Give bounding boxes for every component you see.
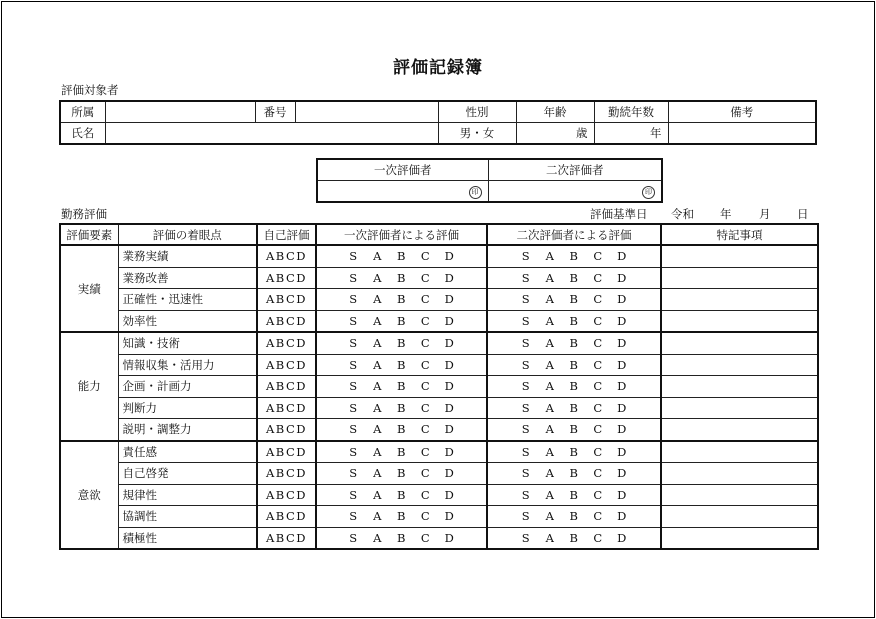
name-field[interactable] <box>105 123 438 145</box>
grade-option[interactable]: D <box>444 487 455 502</box>
grade-option[interactable]: S <box>349 336 358 351</box>
special-notes-cell[interactable] <box>661 419 818 441</box>
age-field[interactable]: 歳 <box>516 123 594 145</box>
seal-mark-icon: 印 <box>642 186 655 199</box>
second-grade-cell[interactable] <box>487 245 661 267</box>
grade-option[interactable]: S <box>521 400 531 415</box>
grade-option[interactable]: B <box>397 357 406 372</box>
second-grade-cell[interactable] <box>487 463 661 485</box>
grade-option[interactable]: C <box>593 487 603 502</box>
grade-option[interactable]: A <box>373 466 382 481</box>
grade-option[interactable]: A <box>373 313 382 328</box>
column-header: 特記事項 <box>661 224 818 245</box>
second-grade-cell[interactable] <box>487 397 661 419</box>
grade-option[interactable]: C <box>420 530 431 545</box>
grade-option[interactable]: S <box>521 249 531 264</box>
grade-option[interactable]: C <box>420 422 431 437</box>
name-label: 氏名 <box>60 123 105 145</box>
grade-option[interactable]: A <box>545 336 555 351</box>
grade-option[interactable]: A <box>545 379 555 394</box>
grade-option[interactable]: A <box>373 530 382 545</box>
second-evaluator-seal-field[interactable] <box>488 181 662 203</box>
grade-option[interactable]: B <box>397 466 406 481</box>
grade-option[interactable]: D <box>617 466 627 481</box>
self-grade-cell[interactable]: ABCD <box>257 484 316 506</box>
base-date-label: 評価基準日 <box>590 207 648 221</box>
table-row <box>60 527 818 549</box>
first-grade-cell[interactable] <box>316 463 487 485</box>
table-row <box>60 441 818 463</box>
grade-option[interactable]: D <box>444 379 455 394</box>
grade-option[interactable]: C <box>593 292 603 307</box>
grade-option[interactable]: B <box>397 509 406 524</box>
self-grade-cell[interactable]: ABCD <box>257 419 316 441</box>
second-grade-cell[interactable] <box>487 310 661 332</box>
special-notes-cell[interactable] <box>661 441 818 463</box>
grade-option[interactable]: S <box>349 292 358 307</box>
grade-option[interactable]: D <box>444 422 455 437</box>
grade-option[interactable]: B <box>569 357 579 372</box>
base-date-month: 月 <box>759 207 771 221</box>
second-grade-cell[interactable] <box>487 484 661 506</box>
evaluation-table <box>59 223 819 550</box>
special-notes-cell[interactable] <box>661 245 818 267</box>
first-grade-cell[interactable] <box>316 376 487 398</box>
grade-option[interactable]: A <box>373 379 382 394</box>
grade-option[interactable]: S <box>521 313 531 328</box>
first-grade-cell[interactable] <box>316 310 487 332</box>
affiliation-label: 所属 <box>60 101 105 123</box>
grade-option[interactable]: D <box>617 357 627 372</box>
self-grade-cell[interactable]: ABCD <box>257 441 316 463</box>
grade-option[interactable]: D <box>617 249 627 264</box>
grade-option[interactable]: A <box>373 509 382 524</box>
grade-option[interactable]: B <box>397 313 406 328</box>
grade-option[interactable]: S <box>349 357 358 372</box>
grade-option[interactable]: A <box>545 444 555 459</box>
grade-option[interactable]: S <box>521 487 531 502</box>
special-notes-cell[interactable] <box>661 354 818 376</box>
second-grade-cell[interactable] <box>487 527 661 549</box>
grade-option[interactable]: A <box>545 509 555 524</box>
grade-option[interactable]: S <box>521 379 531 394</box>
grade-option[interactable]: D <box>617 292 627 307</box>
seal-mark-icon: 印 <box>469 186 482 199</box>
special-notes-cell[interactable] <box>661 527 818 549</box>
special-notes-cell[interactable] <box>661 310 818 332</box>
self-grade-cell[interactable]: ABCD <box>257 397 316 419</box>
focus-point-label: 自己啓発 <box>118 463 257 485</box>
subject-info-table <box>59 100 817 145</box>
first-grade-cell[interactable] <box>316 441 487 463</box>
element-group-label: 能力 <box>60 332 118 441</box>
column-header: 評価要素 <box>60 224 118 245</box>
grade-option[interactable]: S <box>349 270 358 285</box>
focus-point-label: 判断力 <box>118 397 257 419</box>
grade-option[interactable]: D <box>617 422 627 437</box>
grade-option[interactable]: C <box>593 422 603 437</box>
grade-option[interactable]: S <box>349 466 358 481</box>
grade-option[interactable]: C <box>420 379 431 394</box>
grade-option[interactable]: S <box>349 509 358 524</box>
special-notes-cell[interactable] <box>661 376 818 398</box>
grade-option[interactable]: S <box>521 270 531 285</box>
grade-option[interactable]: D <box>444 466 455 481</box>
self-grade-cell[interactable]: ABCD <box>257 332 316 354</box>
grade-option[interactable]: A <box>545 466 555 481</box>
grade-option[interactable]: B <box>397 422 406 437</box>
first-grade-cell[interactable] <box>316 245 487 267</box>
grade-option[interactable]: S <box>349 487 358 502</box>
grade-option[interactable]: D <box>444 292 455 307</box>
grade-option[interactable]: C <box>420 270 431 285</box>
second-grade-cell[interactable] <box>487 441 661 463</box>
grade-option[interactable]: C <box>420 357 431 372</box>
grade-option[interactable]: C <box>593 270 603 285</box>
grade-option[interactable]: S <box>521 509 531 524</box>
grade-option[interactable]: S <box>521 444 531 459</box>
second-grade-cell[interactable] <box>487 267 661 289</box>
grade-option[interactable]: B <box>569 444 579 459</box>
special-notes-cell[interactable] <box>661 463 818 485</box>
first-grade-cell[interactable] <box>316 289 487 311</box>
first-grade-cell[interactable] <box>316 332 487 354</box>
grade-option[interactable]: D <box>444 336 455 351</box>
focus-point-label: 業務改善 <box>118 267 257 289</box>
grade-option[interactable]: A <box>545 487 555 502</box>
self-grade-cell[interactable]: ABCD <box>257 506 316 528</box>
first-grade-cell[interactable] <box>316 506 487 528</box>
first-grade-cell[interactable] <box>316 419 487 441</box>
grade-option[interactable]: A <box>373 422 382 437</box>
grade-option[interactable]: D <box>617 270 627 285</box>
grade-option[interactable]: C <box>593 357 603 372</box>
column-header: 二次評価者による評価 <box>487 224 661 245</box>
grade-option[interactable]: S <box>349 400 358 415</box>
grade-option[interactable]: B <box>397 379 406 394</box>
first-evaluator-label: 一次評価者 <box>317 159 488 181</box>
grade-option[interactable]: A <box>373 270 382 285</box>
grade-option[interactable]: S <box>521 466 531 481</box>
first-grade-cell[interactable] <box>316 354 487 376</box>
grade-option[interactable]: C <box>420 336 431 351</box>
grade-option[interactable]: C <box>593 530 603 545</box>
table-row <box>60 310 818 332</box>
grade-option[interactable]: B <box>569 313 579 328</box>
grade-option[interactable]: B <box>569 487 579 502</box>
years-label: 勤続年数 <box>594 101 668 123</box>
base-date-year: 年 <box>720 207 732 221</box>
years-field[interactable]: 年 <box>594 123 668 145</box>
grade-option[interactable]: D <box>444 509 455 524</box>
grade-option[interactable]: D <box>617 313 627 328</box>
table-row <box>60 397 818 419</box>
second-grade-cell[interactable] <box>487 354 661 376</box>
first-grade-cell[interactable] <box>316 527 487 549</box>
base-date-era: 令和 <box>671 207 694 221</box>
grade-option[interactable]: D <box>617 379 627 394</box>
page-title: 評価記録簿 <box>393 58 483 78</box>
grade-option[interactable]: D <box>444 357 455 372</box>
grade-option[interactable]: B <box>569 270 579 285</box>
grade-option[interactable]: B <box>397 292 406 307</box>
subject-label: 評価対象者 <box>61 83 119 97</box>
element-group-label: 意欲 <box>60 441 118 550</box>
grade-option[interactable]: B <box>397 487 406 502</box>
second-grade-cell[interactable] <box>487 419 661 441</box>
column-header: 一次評価者による評価 <box>316 224 487 245</box>
table-row <box>60 289 818 311</box>
gender-field[interactable]: 男・女 <box>438 123 516 145</box>
grade-option[interactable]: A <box>373 357 382 372</box>
self-grade-cell[interactable]: ABCD <box>257 527 316 549</box>
grade-option[interactable]: B <box>397 400 406 415</box>
grade-option[interactable]: B <box>569 422 579 437</box>
grade-option[interactable]: C <box>420 400 431 415</box>
grade-option[interactable]: D <box>617 487 627 502</box>
grade-option[interactable]: A <box>373 336 382 351</box>
grade-option[interactable]: D <box>444 530 455 545</box>
grade-option[interactable]: C <box>420 313 431 328</box>
grade-option[interactable]: B <box>569 530 579 545</box>
grade-option[interactable]: S <box>521 530 531 545</box>
grade-option[interactable]: B <box>397 530 406 545</box>
grade-option[interactable]: D <box>444 249 455 264</box>
grade-option[interactable]: S <box>521 292 531 307</box>
self-grade-cell[interactable]: ABCD <box>257 463 316 485</box>
grade-option[interactable]: B <box>569 379 579 394</box>
grade-option[interactable]: A <box>545 313 555 328</box>
remarks-label: 備考 <box>668 101 816 123</box>
table-row <box>60 376 818 398</box>
focus-point-label: 知識・技術 <box>118 332 257 354</box>
grade-option[interactable]: A <box>545 249 555 264</box>
grade-option[interactable]: C <box>420 249 431 264</box>
grade-option[interactable]: S <box>349 530 358 545</box>
affiliation-field[interactable] <box>105 101 255 123</box>
focus-point-label: 正確性・迅速性 <box>118 289 257 311</box>
self-grade-cell[interactable]: ABCD <box>257 289 316 311</box>
grade-option[interactable]: S <box>521 336 531 351</box>
grade-option[interactable]: C <box>593 466 603 481</box>
grade-option[interactable]: S <box>349 422 358 437</box>
self-grade-cell[interactable]: ABCD <box>257 354 316 376</box>
second-grade-cell[interactable] <box>487 332 661 354</box>
grade-option[interactable]: D <box>617 400 627 415</box>
grade-option[interactable]: D <box>444 444 455 459</box>
grade-option[interactable]: A <box>545 292 555 307</box>
grade-option[interactable]: C <box>593 379 603 394</box>
special-notes-cell[interactable] <box>661 332 818 354</box>
grade-option[interactable]: A <box>545 530 555 545</box>
focus-point-label: 企画・計画力 <box>118 376 257 398</box>
grade-option[interactable]: D <box>444 400 455 415</box>
element-group-label: 実績 <box>60 245 118 332</box>
grade-option[interactable]: A <box>373 249 382 264</box>
self-grade-cell[interactable]: ABCD <box>257 245 316 267</box>
special-notes-cell[interactable] <box>661 397 818 419</box>
age-label: 年齢 <box>516 101 594 123</box>
grade-option[interactable]: A <box>373 487 382 502</box>
special-notes-cell[interactable] <box>661 484 818 506</box>
grade-option[interactable]: B <box>397 444 406 459</box>
second-evaluator-label: 二次評価者 <box>488 159 662 181</box>
table-row <box>60 463 818 485</box>
focus-point-label: 情報収集・活用力 <box>118 354 257 376</box>
special-notes-cell[interactable] <box>661 267 818 289</box>
focus-point-label: 業務実績 <box>118 245 257 267</box>
grade-option[interactable]: A <box>545 357 555 372</box>
grade-option[interactable]: B <box>569 249 579 264</box>
gender-label: 性別 <box>438 101 516 123</box>
grade-option[interactable]: S <box>521 357 531 372</box>
grade-option[interactable]: B <box>397 249 406 264</box>
grade-option[interactable]: D <box>617 336 627 351</box>
focus-point-label: 協調性 <box>118 506 257 528</box>
grade-option[interactable]: C <box>420 466 431 481</box>
number-label: 番号 <box>255 101 295 123</box>
grade-option[interactable]: B <box>569 336 579 351</box>
table-row <box>60 506 818 528</box>
grade-option[interactable]: C <box>420 487 431 502</box>
grade-option[interactable]: C <box>593 444 603 459</box>
grade-option[interactable]: D <box>444 270 455 285</box>
table-row <box>60 419 818 441</box>
grade-option[interactable]: A <box>373 292 382 307</box>
second-grade-cell[interactable] <box>487 289 661 311</box>
grade-option[interactable]: S <box>349 313 358 328</box>
number-field[interactable] <box>295 101 438 123</box>
grade-option[interactable]: A <box>545 422 555 437</box>
first-evaluator-seal-field[interactable] <box>317 181 488 203</box>
grade-option[interactable]: C <box>593 509 603 524</box>
table-row <box>60 484 818 506</box>
focus-point-label: 規律性 <box>118 484 257 506</box>
table-row <box>60 245 818 267</box>
work-eval-label: 勤務評価 <box>61 207 107 221</box>
grade-option[interactable]: B <box>569 400 579 415</box>
grade-option[interactable]: A <box>545 400 555 415</box>
focus-point-label: 責任感 <box>118 441 257 463</box>
grade-option[interactable]: S <box>521 422 531 437</box>
grade-option[interactable]: B <box>569 466 579 481</box>
focus-point-label: 効率性 <box>118 310 257 332</box>
grade-option[interactable]: S <box>349 249 358 264</box>
self-grade-cell[interactable]: ABCD <box>257 267 316 289</box>
first-grade-cell[interactable] <box>316 484 487 506</box>
second-grade-cell[interactable] <box>487 376 661 398</box>
focus-point-label: 積極性 <box>118 527 257 549</box>
special-notes-cell[interactable] <box>661 506 818 528</box>
first-grade-cell[interactable] <box>316 397 487 419</box>
grade-option[interactable]: S <box>349 379 358 394</box>
grade-option[interactable]: C <box>420 509 431 524</box>
table-row <box>60 332 818 354</box>
column-header: 自己評価 <box>257 224 316 245</box>
grade-option[interactable]: B <box>397 336 406 351</box>
table-row <box>60 267 818 289</box>
grade-option[interactable]: S <box>349 444 358 459</box>
focus-point-label: 説明・調整力 <box>118 419 257 441</box>
grade-option[interactable]: D <box>617 509 627 524</box>
grade-option[interactable]: B <box>397 270 406 285</box>
grade-option[interactable]: D <box>617 530 627 545</box>
self-grade-cell[interactable]: ABCD <box>257 310 316 332</box>
grade-option[interactable]: D <box>444 313 455 328</box>
special-notes-cell[interactable] <box>661 289 818 311</box>
grade-option[interactable]: C <box>593 313 603 328</box>
grade-option[interactable]: A <box>373 400 382 415</box>
grade-option[interactable]: A <box>545 270 555 285</box>
remarks-field[interactable] <box>668 123 816 145</box>
column-header: 評価の着眼点 <box>118 224 257 245</box>
table-row <box>60 354 818 376</box>
table-header-row <box>60 224 818 245</box>
grade-option[interactable]: C <box>420 292 431 307</box>
second-grade-cell[interactable] <box>487 506 661 528</box>
base-date-day: 日 <box>797 207 809 221</box>
grade-option[interactable]: C <box>593 400 603 415</box>
grade-option[interactable]: B <box>569 509 579 524</box>
grade-option[interactable]: C <box>593 336 603 351</box>
grade-option[interactable]: A <box>373 444 382 459</box>
self-grade-cell[interactable]: ABCD <box>257 376 316 398</box>
grade-option[interactable]: C <box>420 444 431 459</box>
grade-option[interactable]: D <box>617 444 627 459</box>
first-grade-cell[interactable] <box>316 267 487 289</box>
grade-option[interactable]: B <box>569 292 579 307</box>
grade-option[interactable]: C <box>593 249 603 264</box>
evaluator-table <box>316 158 663 203</box>
